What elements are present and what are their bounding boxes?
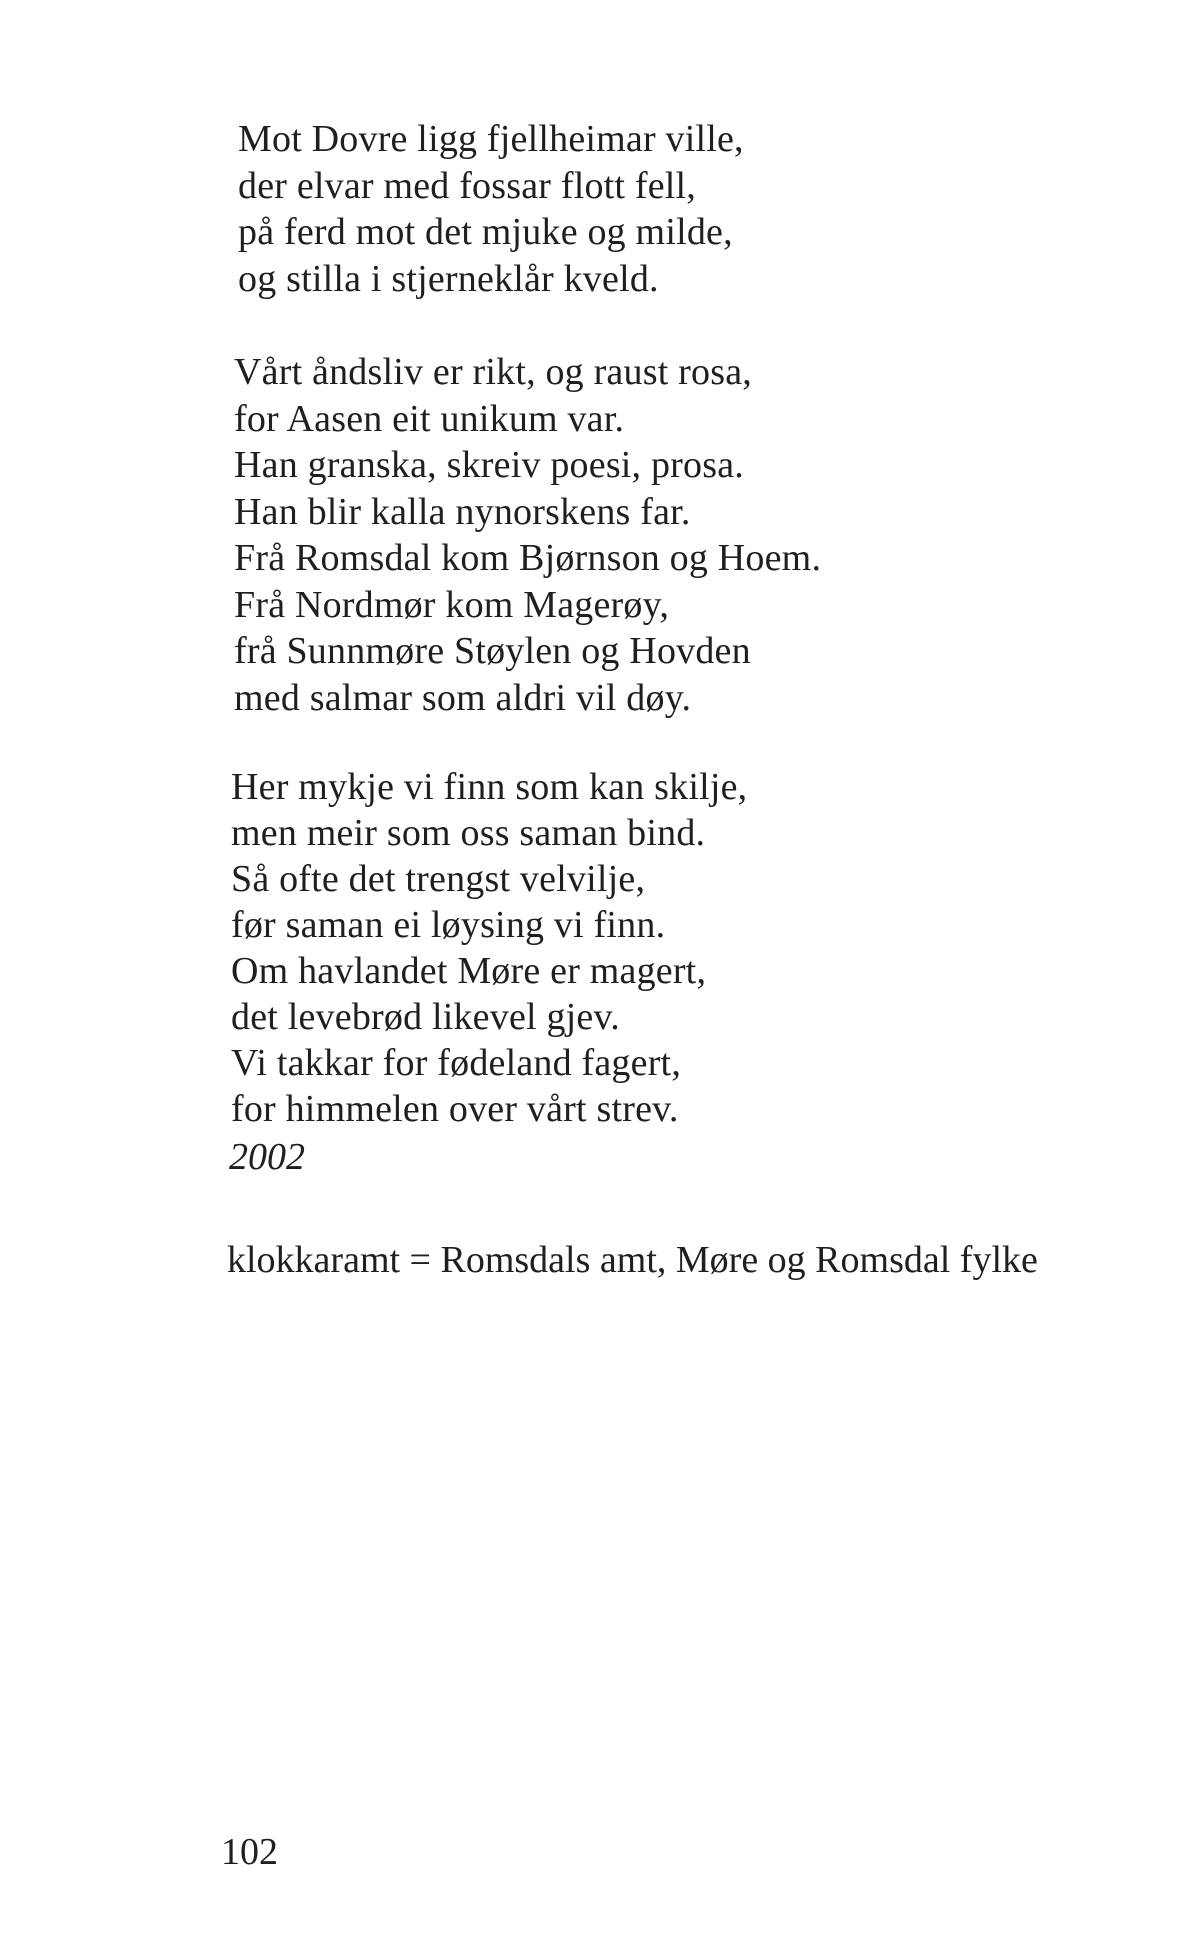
poem-line: Vårt åndsliv er rikt, og raust rosa,: [234, 351, 752, 393]
poem-line: på ferd mot det mjuke og milde,: [238, 211, 733, 253]
page-number: 102: [221, 1831, 278, 1873]
poem-line: men meir som oss saman bind.: [231, 812, 706, 854]
poem-line: Vi takkar for fødeland fagert,: [231, 1042, 682, 1084]
poem-line: der elvar med fossar flott fell,: [238, 164, 697, 207]
poem-line: Her mykje vi finn som kan skilje,: [231, 766, 748, 808]
poem-stanza-2: [234, 349, 821, 721]
poem-line: det levebrød likevel gjev.: [231, 996, 620, 1038]
poem-line: før saman ei løysing vi finn.: [231, 904, 666, 946]
poem-line: Frå Romsdal kom Bjørnson og Hoem.: [234, 537, 822, 579]
poem-stanza-3: [231, 764, 747, 1132]
poem-line: Mot Dovre ligg fjellheimar ville,: [238, 118, 744, 160]
poem-line: Han granska, skreiv poesi, prosa.: [234, 444, 744, 486]
poem-line: for Aasen eit unikum var.: [234, 397, 625, 440]
poem-line: Så ofte det trengst velvilje,: [231, 858, 646, 900]
poem-year: 2002: [229, 1136, 305, 1178]
poem-line: Om havlandet Møre er magert,: [231, 950, 707, 992]
poem-line: og stilla i stjerneklår kveld.: [238, 257, 659, 300]
poem-line: med salmar som aldri vil døy.: [234, 676, 692, 719]
poem-line: Frå Nordmør kom Magerøy,: [234, 583, 670, 626]
poem-line: for himmelen over vårt strev.: [231, 1088, 679, 1130]
poem-line: Han blir kalla nynorskens far.: [234, 490, 691, 533]
poem-line: frå Sunnmøre Støylen og Hovden: [234, 630, 751, 672]
poem-stanza-1: [238, 116, 744, 302]
footnote: klokkaramt = Romsdals amt, Møre og Romsdal fylke: [227, 1239, 1038, 1281]
